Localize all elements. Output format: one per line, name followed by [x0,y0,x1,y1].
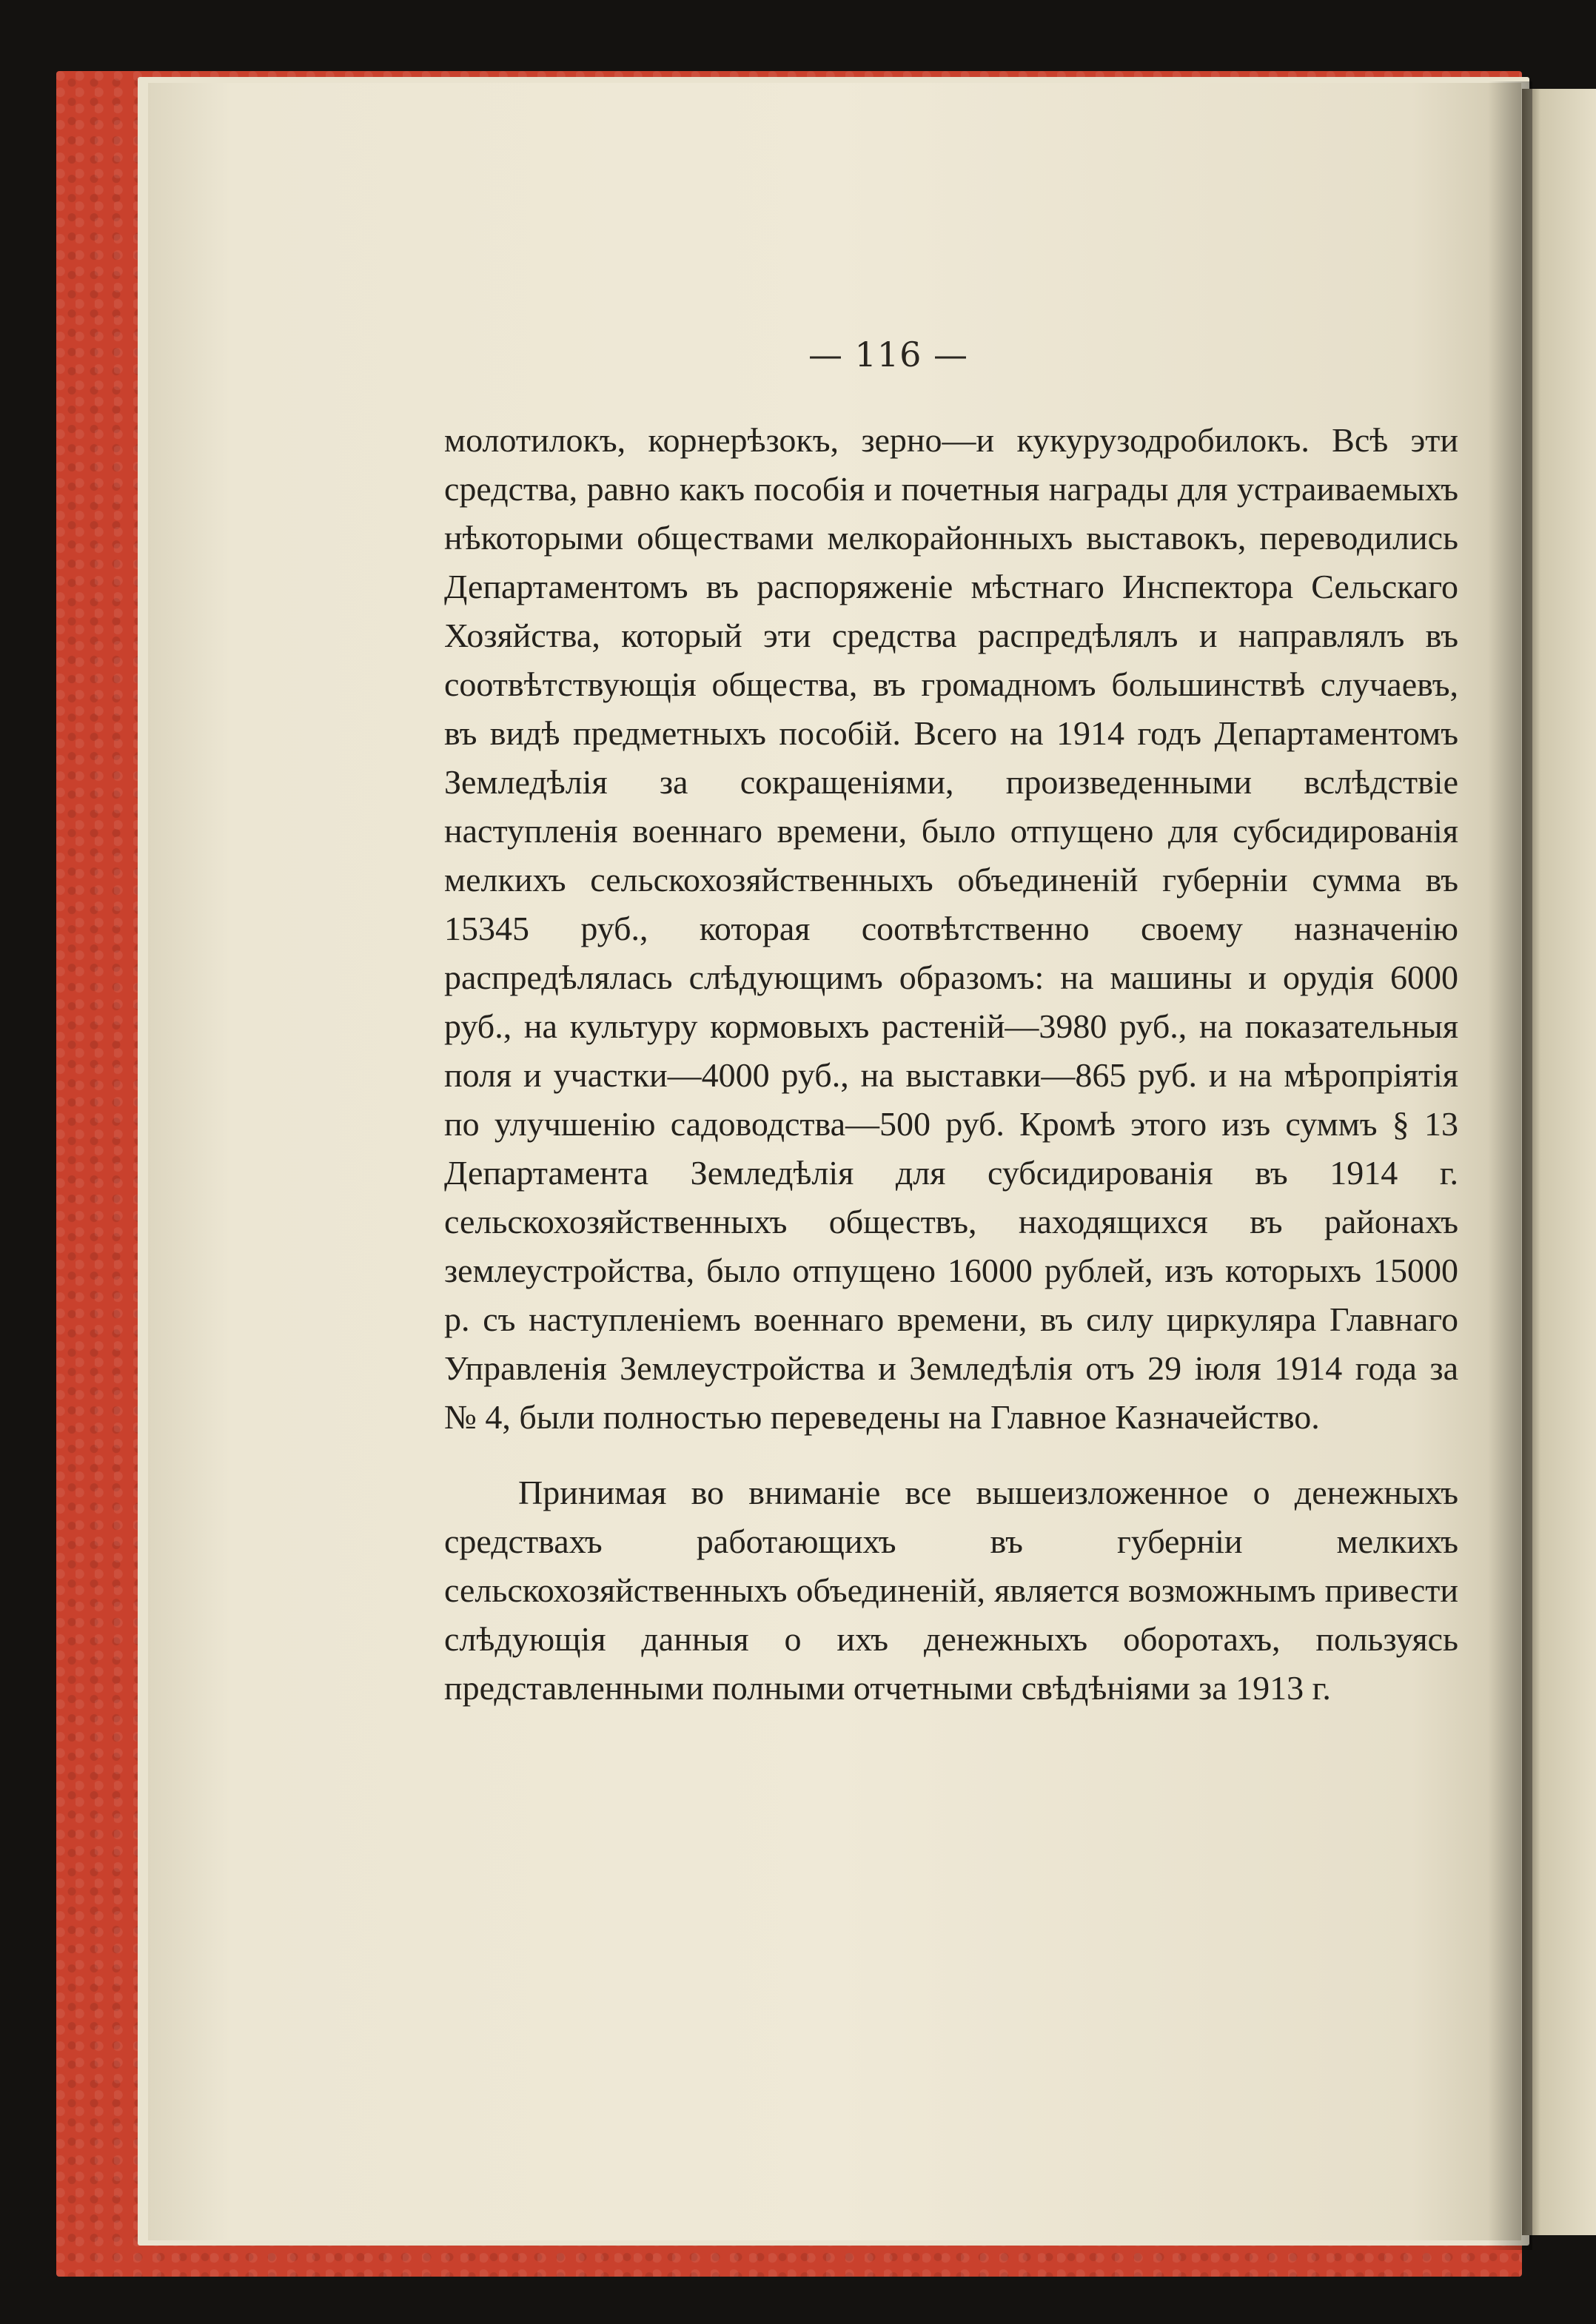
page-number: — 116 — [808,335,969,375]
gutter-shadow [1488,81,1532,2250]
paragraph-2: Принимая во вниманіе все вышеизложенное о денежныхъ средствахъ работающихъ въ губерніи мелкихъ сельскохозяйственныхъ объединеній, является возможнымъ привести слѣдующія данныя о ихъ денежныхъ оборотахъ, пользуясь представленными полными отчетными свѣдѣніями за 1913 г. [444,1474,1458,1707]
facing-page [1522,89,1596,2235]
paragraph-1: молотилокъ, корнерѣзокъ, зерно—и кукурузодробилокъ. Всѣ эти средства, равно какъ пособія и почетныя награды для устраиваемыхъ нѣкоторыми обществами мелкорайонныхъ выставокъ, переводились Департаментомъ въ распоряженіе мѣстнаго Инспектора Сельскаго Хозяйства, который эти средства распредѣлялъ и направлялъ въ соотвѣтствующія общества, въ громадномъ большинствѣ случаевъ, въ видѣ предметныхъ пособій. Всего на 1914 годъ Департаментомъ Земледѣлія за сокращеніями, произведенными вслѣдствіе наступленія военнаго времени, было отпущено для субсидированія мелкихъ сельскохозяйственныхъ объединеній губерніи сумма въ 15345 руб., которая соотвѣтственно своему назначенію распредѣлялась слѣдующимъ образомъ: на машины и орудія 6000 руб., на культуру кормовыхъ растеній—3980 руб., на показательныя поля и участки—4000 руб., на выставки—865 руб. и на мѣропріятія по улучшенію садоводства—500 руб. Кромѣ этого изъ суммъ § 13 Департамента Земледѣлія для субсидированія въ 1914 г. сельскохозяйственныхъ обществъ, находящихся въ районахъ землеустройства, было отпущено 16000 рублей, изъ которыхъ 15000 р. съ наступленіемъ военнаго времени, въ силу циркуляра Главнаго Управленія Землеустройства и Земледѣлія отъ 29 іюля 1914 года за № 4, были полностью переведены на Главное Казначейство. [444,421,1458,1436]
body-text [444,416,1458,1713]
